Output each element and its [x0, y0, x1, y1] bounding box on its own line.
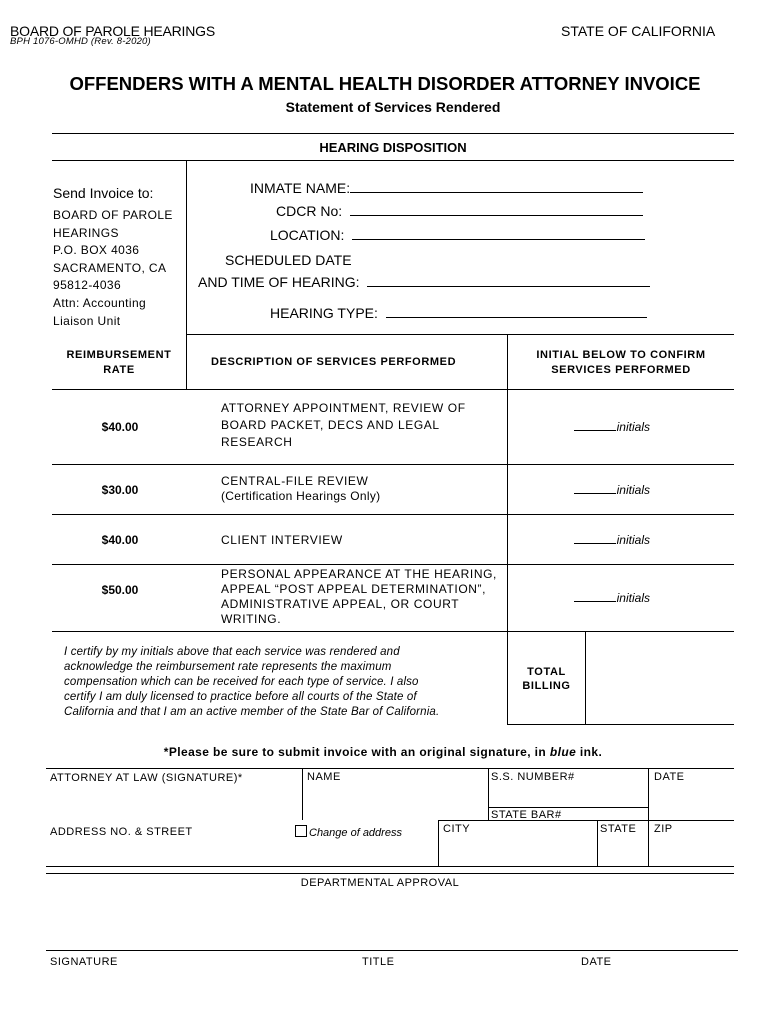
rate-cell: $30.00: [101, 483, 139, 497]
address-line: SACRAMENTO, CA: [53, 260, 167, 275]
rate-cell: $40.00: [101, 533, 139, 547]
rule: [46, 866, 734, 867]
name-label: NAME: [307, 771, 341, 783]
signature-label: SIGNATURE: [50, 956, 118, 968]
table-rule: [186, 334, 734, 335]
form-id: BPH 1076-OMHD (Rev. 8-2020): [10, 36, 151, 47]
name-field[interactable]: [304, 786, 486, 818]
state-field-label: STATE: [600, 823, 637, 835]
state-label: STATE OF CALIFORNIA: [561, 23, 716, 39]
initials-line[interactable]: [574, 430, 616, 431]
total-billing-line: TOTAL: [527, 666, 566, 678]
address-field[interactable]: [50, 842, 435, 864]
signature-note-text: *Please be sure to submit invoice with an original signature, in: [163, 745, 550, 759]
change-of-address-checkbox[interactable]: [295, 825, 402, 839]
rule: [438, 820, 734, 821]
description-line: ATTORNEY APPOINTMENT, REVIEW OF: [221, 401, 466, 415]
address-label: ADDRESS NO. & STREET: [50, 826, 193, 838]
initials-field[interactable]: [508, 533, 732, 547]
page-subtitle: Statement of Services Rendered: [285, 99, 501, 115]
location-field[interactable]: [270, 225, 645, 243]
cdcr-no-line[interactable]: [350, 201, 643, 216]
location-line[interactable]: [352, 225, 645, 240]
description-line: RESEARCH: [221, 435, 293, 449]
description-line: CLIENT INTERVIEW: [221, 533, 343, 547]
col-header-initial: [508, 348, 734, 378]
description-line: (Certification Hearings Only): [221, 489, 381, 503]
departmental-approval-label: DEPARTMENTAL APPROVAL: [300, 877, 460, 889]
rule: [46, 768, 734, 769]
description-cell: [221, 400, 466, 451]
initials-label: initials: [616, 420, 650, 434]
initials-label: initials: [616, 533, 650, 547]
signature-note: [0, 745, 766, 759]
initials-line[interactable]: [574, 601, 616, 602]
initials-field[interactable]: [508, 591, 732, 605]
description-line: CENTRAL-FILE REVIEW: [221, 474, 369, 488]
divider: [438, 820, 439, 866]
address-line: Liaison Unit: [53, 313, 121, 328]
certification-text: [64, 645, 474, 720]
rule: [52, 133, 734, 134]
state-field[interactable]: [599, 838, 647, 864]
initials-line[interactable]: [574, 493, 616, 494]
ss-number-label: S.S. NUMBER#: [491, 771, 575, 783]
page-title: OFFENDERS WITH A MENTAL HEALTH DISORDER ATTORNEY INVOICE: [69, 73, 701, 94]
total-billing-field[interactable]: [586, 632, 733, 723]
divider: [597, 820, 598, 866]
location-label: LOCATION:: [270, 227, 345, 243]
date-field[interactable]: [650, 786, 732, 818]
table-rule: [52, 464, 734, 465]
address-line: P.O. BOX 4036: [53, 243, 140, 258]
address-line: 95812-4036: [53, 278, 122, 293]
departmental-approval-field[interactable]: [46, 892, 734, 948]
cdcr-no-label: CDCR No:: [276, 203, 343, 219]
col-header-rate-line: RATE: [103, 364, 135, 376]
description-line: BOARD PACKET, DECS AND LEGAL: [221, 418, 440, 432]
rule: [488, 807, 648, 808]
hearing-type-line[interactable]: [386, 303, 647, 318]
divider: [302, 768, 303, 820]
total-billing-line: BILLING: [522, 680, 571, 692]
checkbox-box[interactable]: [295, 825, 307, 837]
certification-line: certify I am duly licensed to practice before all courts of the State of: [64, 691, 417, 703]
hearing-type-label: HEARING TYPE:: [270, 305, 378, 321]
rate-cell: $50.00: [101, 583, 139, 597]
table-rule: [52, 564, 734, 565]
date-label: DATE: [654, 771, 685, 783]
attorney-signature-label: ATTORNEY AT LAW (SIGNATURE)*: [50, 772, 243, 784]
address-line: Attn: Accounting: [53, 295, 147, 310]
certification-line: California and that I am an active member of the State Bar of California.: [64, 706, 440, 718]
col-header-rate: [52, 348, 186, 378]
table-rule: [52, 514, 734, 515]
description-cell: [221, 532, 343, 549]
certification-line: I certify by my initials above that each service was rendered and: [64, 646, 400, 658]
rule: [52, 160, 734, 161]
rule: [46, 873, 734, 874]
divider: [648, 768, 649, 866]
initials-field[interactable]: [508, 420, 732, 434]
description-line: WRITING.: [221, 612, 282, 626]
zip-label: ZIP: [654, 823, 673, 835]
cdcr-no-field[interactable]: [276, 201, 643, 219]
inmate-name-label: INMATE NAME:: [250, 180, 351, 196]
city-label: CITY: [443, 823, 471, 835]
col-header-initial-line: INITIAL BELOW TO CONFIRM: [536, 349, 706, 361]
table-rule: [507, 724, 734, 725]
state-bar-label: STATE BAR#: [491, 809, 562, 821]
table-rule: [52, 389, 734, 390]
initials-label: initials: [616, 591, 650, 605]
address-line: BOARD OF PAROLE: [53, 208, 173, 222]
divider: [186, 161, 187, 389]
scheduled-field[interactable]: [198, 272, 650, 290]
mailing-address: [53, 207, 173, 330]
col-header-description: DESCRIPTION OF SERVICES PERFORMED: [211, 356, 457, 368]
description-line: PERSONAL APPEARANCE AT THE HEARING,: [221, 567, 497, 581]
rate-cell: $40.00: [101, 420, 139, 434]
hearing-type-field[interactable]: [270, 303, 647, 321]
zip-field[interactable]: [650, 838, 732, 864]
description-line: APPEAL “POST APPEAL DETERMINATION”,: [221, 582, 487, 596]
inmate-name-field[interactable]: [250, 178, 643, 196]
description-cell: [221, 567, 497, 627]
approval-date-label: DATE: [581, 956, 612, 968]
initials-label: initials: [616, 483, 650, 497]
scheduled-label-1: SCHEDULED DATE: [225, 252, 352, 268]
certification-line: acknowledge the reimbursement rate represents the maximum: [64, 661, 392, 673]
agency-name: BOARD OF PAROLE HEARINGS: [10, 23, 215, 39]
ss-number-field[interactable]: [490, 785, 646, 805]
scheduled-label-2: AND TIME OF HEARING:: [198, 274, 360, 290]
section-hearing-disposition: HEARING DISPOSITION: [319, 140, 467, 155]
description-line: ADMINISTRATIVE APPEAL, OR COURT: [221, 597, 460, 611]
initials-field[interactable]: [508, 483, 732, 497]
attorney-signature-field[interactable]: [50, 788, 300, 816]
certification-line: compensation which can be received for each type of service. I also: [64, 676, 419, 688]
rule: [46, 950, 738, 951]
scheduled-line[interactable]: [367, 272, 650, 287]
address-line: HEARINGS: [53, 225, 119, 240]
description-cell: [221, 474, 380, 504]
title-label: TITLE: [362, 956, 395, 968]
city-field[interactable]: [440, 838, 595, 864]
signature-note-emphasis: blue: [549, 745, 577, 759]
initials-line[interactable]: [574, 543, 616, 544]
send-invoice-label: Send Invoice to:: [53, 185, 154, 201]
divider: [488, 768, 489, 820]
change-of-address-label: Change of address: [309, 827, 402, 839]
inmate-name-line[interactable]: [350, 178, 643, 193]
col-header-initial-line: SERVICES PERFORMED: [551, 364, 691, 376]
total-billing-label: [508, 665, 585, 693]
signature-note-text: ink.: [576, 745, 603, 759]
col-header-rate-line: REIMBURSEMENT: [66, 349, 172, 361]
